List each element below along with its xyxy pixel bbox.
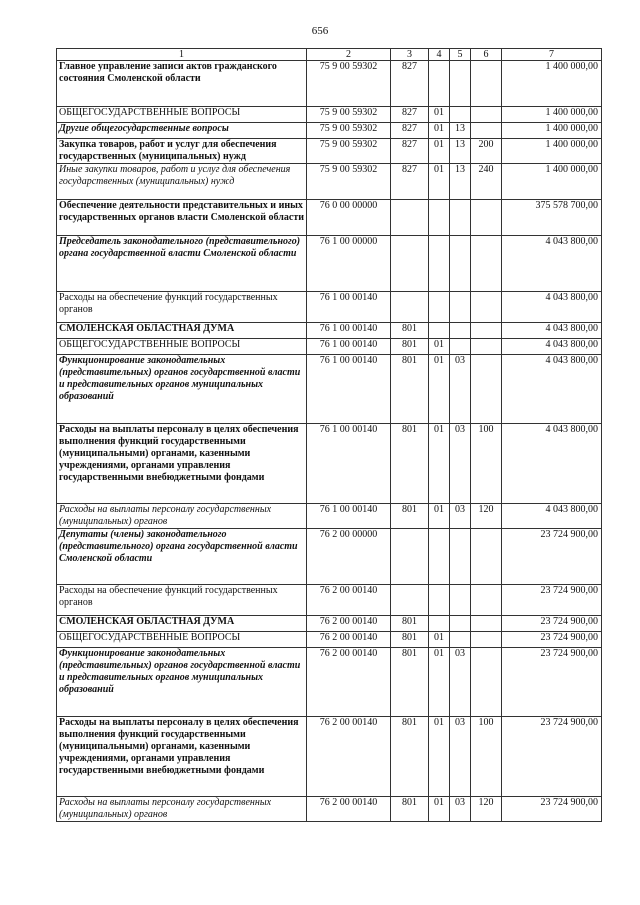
expense-type-cell: 200: [471, 139, 502, 164]
subsection-code-cell: 13: [450, 123, 471, 139]
target-code-cell: 75 9 00 59302: [307, 107, 391, 123]
amount-cell: 23 724 900,00: [502, 797, 602, 822]
expense-type-cell: 240: [471, 164, 502, 200]
amount-cell: 4 043 800,00: [502, 339, 602, 355]
table-row: [57, 200, 602, 236]
expense-type-cell: 100: [471, 424, 502, 504]
target-code-cell: 75 9 00 59302: [307, 164, 391, 200]
target-code-cell: 76 2 00 00140: [307, 585, 391, 616]
section-code-cell: [429, 200, 450, 236]
row-name-cell: Функционирование законодательных (представительных) органов государственной власти и представительных органов муниципальных образований: [57, 355, 307, 424]
amount-cell: 4 043 800,00: [502, 323, 602, 339]
department-code-cell: 801: [391, 797, 429, 822]
table-row: [57, 123, 602, 139]
row-name-cell: Другие общегосударственные вопросы: [57, 123, 307, 139]
table-row: [57, 797, 602, 822]
section-code-cell: 01: [429, 424, 450, 504]
table-row: [57, 107, 602, 123]
target-code-cell: 76 1 00 00140: [307, 504, 391, 529]
department-code-cell: 827: [391, 123, 429, 139]
expense-type-cell: [471, 616, 502, 632]
department-code-cell: [391, 236, 429, 292]
department-code-cell: [391, 200, 429, 236]
expense-type-cell: [471, 529, 502, 585]
header-cell: 4: [429, 49, 450, 61]
amount-cell: 1 400 000,00: [502, 107, 602, 123]
row-name-cell: Расходы на выплаты персоналу государственных (муниципальных) органов: [57, 797, 307, 822]
expense-type-cell: [471, 648, 502, 717]
row-name-cell: СМОЛЕНСКАЯ ОБЛАСТНАЯ ДУМА: [57, 616, 307, 632]
department-code-cell: 801: [391, 504, 429, 529]
section-code-cell: [429, 61, 450, 107]
subsection-code-cell: [450, 632, 471, 648]
expense-type-cell: [471, 236, 502, 292]
amount-cell: 1 400 000,00: [502, 164, 602, 200]
expense-type-cell: [471, 355, 502, 424]
target-code-cell: 76 1 00 00140: [307, 355, 391, 424]
amount-cell: 1 400 000,00: [502, 139, 602, 164]
header-cell: 3: [391, 49, 429, 61]
subsection-code-cell: [450, 529, 471, 585]
section-code-cell: 01: [429, 123, 450, 139]
subsection-code-cell: [450, 585, 471, 616]
target-code-cell: 76 1 00 00140: [307, 424, 391, 504]
row-name-cell: Депутаты (члены) законодательного (представительного) органа государственной власти Смоленской области: [57, 529, 307, 585]
subsection-code-cell: [450, 616, 471, 632]
table-row: [57, 339, 602, 355]
subsection-code-cell: [450, 323, 471, 339]
subsection-code-cell: 03: [450, 355, 471, 424]
table-row: [57, 648, 602, 717]
amount-cell: 1 400 000,00: [502, 123, 602, 139]
row-name-cell: Расходы на обеспечение функций государственных органов: [57, 585, 307, 616]
department-code-cell: [391, 292, 429, 323]
amount-cell: 4 043 800,00: [502, 236, 602, 292]
target-code-cell: 76 1 00 00140: [307, 339, 391, 355]
row-name-cell: Расходы на обеспечение функций государственных органов: [57, 292, 307, 323]
amount-cell: 23 724 900,00: [502, 585, 602, 616]
target-code-cell: 76 2 00 00140: [307, 616, 391, 632]
section-code-cell: 01: [429, 504, 450, 529]
amount-cell: 4 043 800,00: [502, 355, 602, 424]
target-code-cell: 76 2 00 00140: [307, 797, 391, 822]
section-code-cell: [429, 292, 450, 323]
subsection-code-cell: 13: [450, 139, 471, 164]
target-code-cell: 76 0 00 00000: [307, 200, 391, 236]
table-row: [57, 355, 602, 424]
table-row: [57, 529, 602, 585]
expense-type-cell: [471, 339, 502, 355]
row-name-cell: Закупка товаров, работ и услуг для обеспечения государственных (муниципальных) нужд: [57, 139, 307, 164]
section-code-cell: 01: [429, 717, 450, 797]
row-name-cell: Расходы на выплаты персоналу государственных (муниципальных) органов: [57, 504, 307, 529]
amount-cell: 23 724 900,00: [502, 717, 602, 797]
header-cell: 7: [502, 49, 602, 61]
budget-table: [56, 48, 602, 822]
expense-type-cell: [471, 200, 502, 236]
target-code-cell: 76 1 00 00000: [307, 236, 391, 292]
row-name-cell: Расходы на выплаты персоналу в целях обеспечения выполнения функций государственными (муниципальными) органами, казенными учреждениями, органами управления государственными внебюджетными фондами: [57, 717, 307, 797]
table-row: [57, 717, 602, 797]
target-code-cell: 76 1 00 00140: [307, 292, 391, 323]
section-code-cell: 01: [429, 339, 450, 355]
table-row: [57, 139, 602, 164]
expense-type-cell: 120: [471, 797, 502, 822]
subsection-code-cell: 03: [450, 504, 471, 529]
section-code-cell: 01: [429, 632, 450, 648]
department-code-cell: [391, 585, 429, 616]
department-code-cell: 827: [391, 107, 429, 123]
amount-cell: 23 724 900,00: [502, 632, 602, 648]
department-code-cell: [391, 529, 429, 585]
target-code-cell: 76 2 00 00000: [307, 529, 391, 585]
department-code-cell: 827: [391, 164, 429, 200]
amount-cell: 23 724 900,00: [502, 529, 602, 585]
row-name-cell: Главное управление записи актов гражданского состояния Смоленской области: [57, 61, 307, 107]
expense-type-cell: [471, 123, 502, 139]
target-code-cell: 76 1 00 00140: [307, 323, 391, 339]
subsection-code-cell: [450, 236, 471, 292]
section-code-cell: 01: [429, 139, 450, 164]
department-code-cell: 801: [391, 616, 429, 632]
subsection-code-cell: [450, 61, 471, 107]
table-row: [57, 323, 602, 339]
expense-type-cell: [471, 107, 502, 123]
row-name-cell: ОБЩЕГОСУДАРСТВЕННЫЕ ВОПРОСЫ: [57, 339, 307, 355]
table-row: [57, 616, 602, 632]
department-code-cell: 801: [391, 339, 429, 355]
department-code-cell: 801: [391, 717, 429, 797]
expense-type-cell: [471, 61, 502, 107]
row-name-cell: Иные закупки товаров, работ и услуг для обеспечения государственных (муниципальных) нужд: [57, 164, 307, 200]
expense-type-cell: 100: [471, 717, 502, 797]
header-cell: 1: [57, 49, 307, 61]
amount-cell: 4 043 800,00: [502, 292, 602, 323]
amount-cell: 4 043 800,00: [502, 504, 602, 529]
table-row: [57, 236, 602, 292]
section-code-cell: [429, 585, 450, 616]
target-code-cell: 75 9 00 59302: [307, 139, 391, 164]
subsection-code-cell: 13: [450, 164, 471, 200]
row-name-cell: ОБЩЕГОСУДАРСТВЕННЫЕ ВОПРОСЫ: [57, 632, 307, 648]
subsection-code-cell: [450, 339, 471, 355]
target-code-cell: 76 2 00 00140: [307, 717, 391, 797]
amount-cell: 4 043 800,00: [502, 424, 602, 504]
section-code-cell: [429, 616, 450, 632]
table-row: [57, 585, 602, 616]
expense-type-cell: [471, 632, 502, 648]
row-name-cell: Председатель законодательного (представительного) органа государственной власти Смоленской области: [57, 236, 307, 292]
expense-type-cell: 120: [471, 504, 502, 529]
expense-type-cell: [471, 585, 502, 616]
section-code-cell: 01: [429, 107, 450, 123]
row-name-cell: Функционирование законодательных (представительных) органов государственной власти и представительных органов муниципальных образований: [57, 648, 307, 717]
subsection-code-cell: 03: [450, 717, 471, 797]
table-row: [57, 424, 602, 504]
department-code-cell: 801: [391, 632, 429, 648]
page-number: 656: [311, 25, 329, 37]
section-code-cell: [429, 236, 450, 292]
row-name-cell: ОБЩЕГОСУДАРСТВЕННЫЕ ВОПРОСЫ: [57, 107, 307, 123]
section-code-cell: 01: [429, 164, 450, 200]
row-name-cell: Обеспечение деятельности представительных и иных государственных органов власти Смоленской области: [57, 200, 307, 236]
expense-type-cell: [471, 292, 502, 323]
section-code-cell: 01: [429, 648, 450, 717]
subsection-code-cell: 03: [450, 424, 471, 504]
table-row: [57, 632, 602, 648]
header-row: [57, 49, 602, 61]
target-code-cell: 75 9 00 59302: [307, 123, 391, 139]
subsection-code-cell: [450, 107, 471, 123]
department-code-cell: 801: [391, 323, 429, 339]
table-row: [57, 504, 602, 529]
amount-cell: 23 724 900,00: [502, 648, 602, 717]
row-name-cell: Расходы на выплаты персоналу в целях обеспечения выполнения функций государственными (муниципальными) органами, казенными учреждениями, органами управления государственными внебюджетными фондами: [57, 424, 307, 504]
subsection-code-cell: 03: [450, 648, 471, 717]
amount-cell: 23 724 900,00: [502, 616, 602, 632]
row-name-cell: СМОЛЕНСКАЯ ОБЛАСТНАЯ ДУМА: [57, 323, 307, 339]
expense-type-cell: [471, 323, 502, 339]
subsection-code-cell: [450, 200, 471, 236]
header-cell: 2: [307, 49, 391, 61]
header-cell: 6: [471, 49, 502, 61]
department-code-cell: 801: [391, 355, 429, 424]
department-code-cell: 801: [391, 648, 429, 717]
department-code-cell: 801: [391, 424, 429, 504]
target-code-cell: 76 2 00 00140: [307, 632, 391, 648]
target-code-cell: 75 9 00 59302: [307, 61, 391, 107]
section-code-cell: [429, 323, 450, 339]
amount-cell: 1 400 000,00: [502, 61, 602, 107]
target-code-cell: 76 2 00 00140: [307, 648, 391, 717]
amount-cell: 375 578 700,00: [502, 200, 602, 236]
department-code-cell: 827: [391, 61, 429, 107]
table-row: [57, 61, 602, 107]
department-code-cell: 827: [391, 139, 429, 164]
table-row: [57, 164, 602, 200]
table-row: [57, 292, 602, 323]
section-code-cell: 01: [429, 797, 450, 822]
section-code-cell: 01: [429, 355, 450, 424]
header-cell: 5: [450, 49, 471, 61]
subsection-code-cell: [450, 292, 471, 323]
section-code-cell: [429, 529, 450, 585]
subsection-code-cell: 03: [450, 797, 471, 822]
